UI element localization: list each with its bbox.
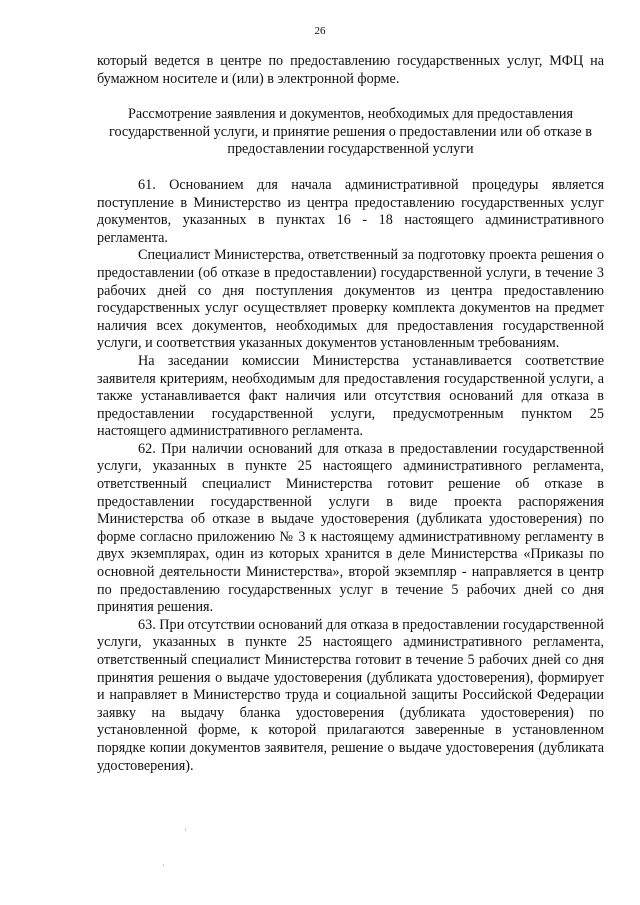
paragraph-specialist: Специалист Министерства, ответственный за подготовку проекта решения о предоставлении (об отказе в предоставлении) государственной услуги, в течение 3 рабочих дней со дня поступления документов из центра предоставлению государственных услуг осуществляет проверку комплекта документов на предмет наличия всех документов, необходимых для предоставления государственной услуги, и соответствия указанных документов установленным требованиям. — [97, 247, 604, 352]
paragraph-continuation: который ведется в центре по предоставлению государственных услуг, МФЦ на бумажном носителе и (или) в электронной форме. — [97, 53, 604, 87]
paragraph-commission: На заседании комиссии Министерства устанавливается соответствие заявителя критериям, необходимым для предоставления государственной услуги, а также устанавливается факт наличия или отсутствия оснований для отказа в предоставлении государственной услуги, предусмотренным пунктом 25 настоящего административного регламента. — [97, 352, 604, 440]
section-heading: Рассмотрение заявления и документов, необходимых для предоставления государственной услуги, и принятие решения о предоставлении или об отказе в предоставлении государственной услуги — [109, 106, 592, 158]
scan-mark — [163, 864, 164, 867]
paragraph-61: 61. Основанием для начала административной процедуры является поступление в Министерство из центра предоставлению государственных услуг документов, указанных в пунктах 16 - 18 настоящего административного регламента. — [97, 176, 604, 246]
document-body — [97, 53, 604, 775]
paragraph-63: 63. При отсутствии оснований для отказа в предоставлении государственной услуги, указанных в пункте 25 настоящего административного регламента, ответственный специалист Министерства готовит в течение 5 рабочих дней со дня принятия решения о выдаче удостоверения (дубликата удостоверения), формирует и направляет в Министерство труда и социальной защиты Российской Федерации заявку на выдачу бланка удостоверения (дубликата удостоверения) по установленной форме, к которой прилагаются заверенные в установленном порядке копии документов заявителя, решение о выдаче удостоверения (дубликата удостоверения). — [97, 616, 605, 774]
page-number: 26 — [314, 25, 326, 37]
paragraph-62: 62. При наличии оснований для отказа в предоставлении государственной услуги, указанных в пункте 25 настоящего административного регламента, ответственный специалист Министерства готовит решение об отказе в предоставлении государственной услуги в виде проекта распоряжения Министерства об отказе в выдаче удостоверения (дубликата удостоверения) по форме согласно приложению № 3 к настоящему административному регламенту в двух экземплярах, один из которых хранится в деле Министерства «Приказы по основной деятельности Министерства», второй экземпляр - направляется в центр по предоставлению государственных услуг в течение 5 рабочих дней со дня принятия решения. — [97, 440, 604, 616]
scan-mark — [185, 828, 186, 831]
